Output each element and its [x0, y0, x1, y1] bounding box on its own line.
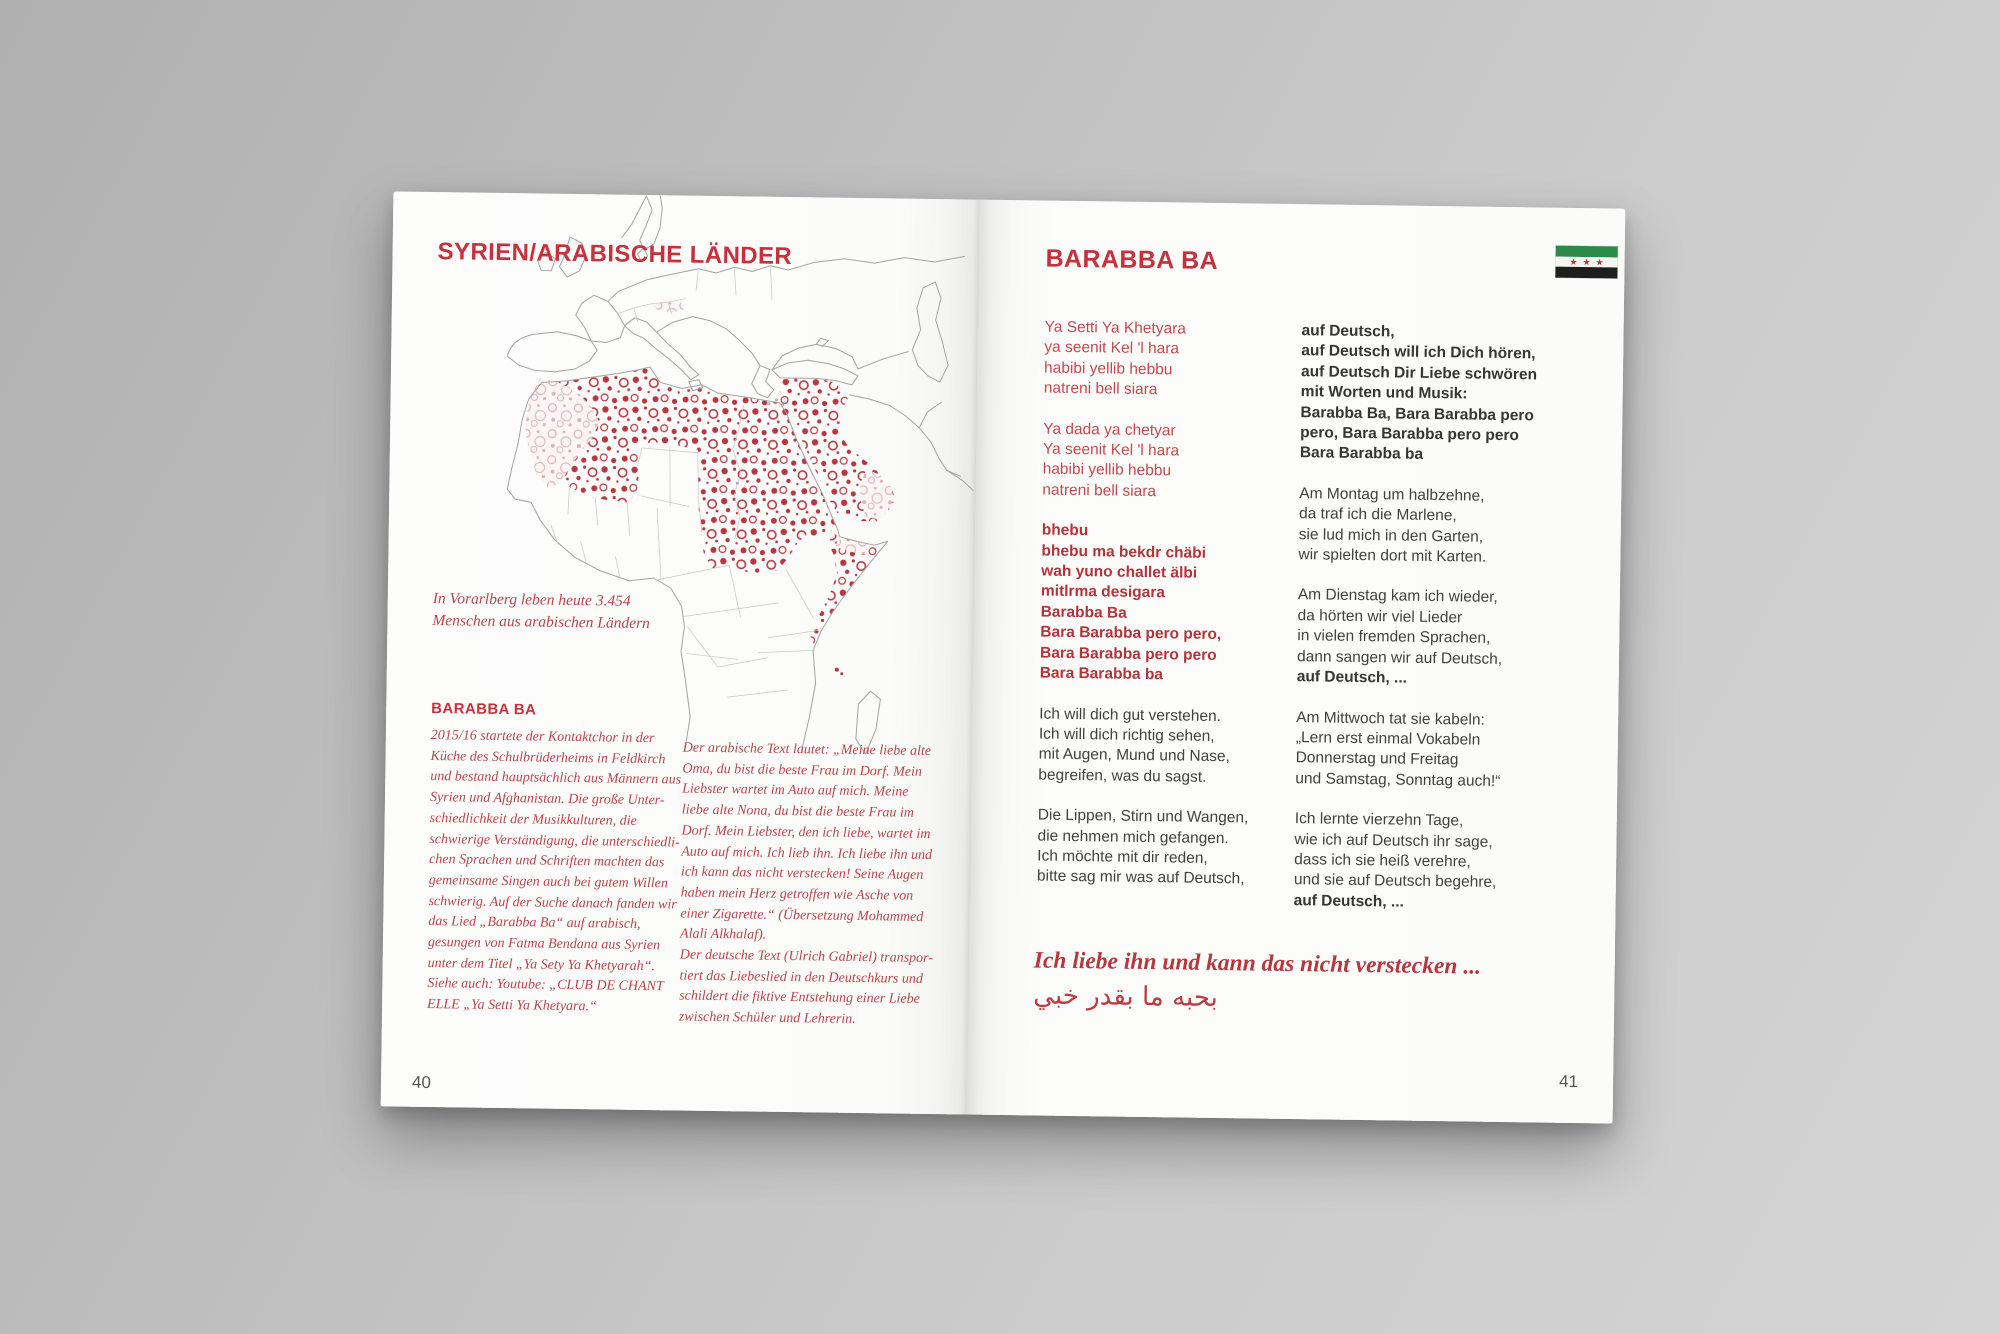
lyrics-stanza: Die Lippen, Stirn und Wangen, die nehmen mich gefangen. Ich möchte mit dir reden, bitte sag mir was auf Deutsch,	[1036, 806, 1249, 888]
lyrics-stanza: Am Mittwoch tat sie kabeln: „Lern erst einmal Vokabeln Donnerstag und Freitag und Samstag, Sonntag auch!“	[1295, 708, 1501, 790]
lyrics-stanza: auf Deutsch, ...	[1293, 891, 1404, 911]
page-title-right: BARABBA BA	[1045, 244, 1219, 275]
left-page-text-columns	[427, 700, 943, 1032]
column1-text: 2015/16 startete der Kontaktchor in der Küche des Schulbrüderheims in Feldkirch und bestand hauptsächlich aus Männern aus Syrien und Afghanistan. Die große Unter- schiedlichkeit der Musikkulturen, die schwierige Verständigung, die unterschiedli- chen Sprachen und Schriften machten das gemeinsame Singen auch bei gutem Willen schwierig. Auf der Suche danach fanden wir das Lied „Barabba Ba“ auf arabisch, gesungen von Fatma Bendana aus Syrien unter dem Titel „Ya Sety Ya Khetyarah“. Siehe auch: Youtube: „CLUB DE CHANT ELLE „Ya Setti Ya Khetyara.“	[426, 728, 682, 1015]
page-right	[967, 200, 1626, 1124]
lyrics-stanza: bhebu bhebu ma bekdr chäbi wah yuno challet älbi mitlrma desigara Barabba Ba Bara Barabba pero pero, Bara Barabba pero pero Bara Barabba ba	[1039, 521, 1222, 684]
book-spread	[381, 191, 1626, 1123]
lyrics-stanza: Ich lernte vierzehn Tage, wie ich auf Deutsch ihr sage, dass ich sie heiß verehre, und sie auf Deutsch begehre,	[1293, 810, 1497, 892]
page-number-left: 40	[411, 1072, 432, 1093]
lyrics-stanza: auf Deutsch, ...	[1296, 668, 1408, 687]
page-left	[381, 191, 980, 1114]
section-heading: BARABBA BA	[431, 700, 537, 719]
arab-world-map	[386, 191, 980, 764]
lyrics-stanza: Ya dada ya chetyar Ya seenit Kel 'l hara habibi yellib hebbu natreni bell siara	[1042, 420, 1180, 500]
page-number-right: 41	[1559, 1071, 1579, 1092]
flag-stars: ★★★	[1569, 256, 1609, 267]
lyrics-stanza: auf Deutsch, auf Deutsch will ich Dich hören, auf Deutsch Dir Liebe schwören mit Worten und Musik: Barabba Ba, Bara Barabba pero pero, Bara Barabba pero pero Bara Barabba ba	[1299, 322, 1538, 464]
flag-black-band	[1555, 267, 1617, 279]
lyrics-columns	[1036, 318, 1581, 936]
map-caption: In Vorarlberg leben heute 3.454 Menschen aus arabischen Ländern	[432, 590, 650, 633]
lyrics-stanza: Am Montag um halbzehne, da traf ich die Marlene, sie lud mich in den Garten, wir spielten dort mit Karten.	[1298, 484, 1487, 566]
syria-opposition-flag-icon	[1555, 246, 1617, 279]
page-title-left: SYRIEN/ARABISCHE LÄNDER	[437, 238, 793, 271]
flag-green-band	[1556, 246, 1618, 258]
lyrics-column-1	[1036, 318, 1301, 932]
lyrics-stanza: Ya Setti Ya Khetyara ya seenit Kel 'l hara habibi yellib hebbu natreni bell siara	[1043, 318, 1187, 399]
flag-white-band	[1556, 256, 1618, 268]
left-column-2	[679, 739, 943, 1032]
lyrics-column-2	[1293, 321, 1581, 935]
lyrics-stanza: Ich will dich gut verstehen. Ich will dich richtig sehen, mit Augen, Mund und Nase, begreifen, was du sagst.	[1038, 705, 1231, 786]
column2-text: Der arabische Text lautet: „Meine liebe alte Oma, du bist die beste Frau im Dorf. Mein Liebster wartet im Auto auf mich. Meine liebe alte Nona, du bist die beste Frau im Dorf. Mein Liebster, den ich liebe, wartet im Auto auf mich. Ich lieb ihn. Ich liebe ihn und ich kann das nicht verstecken! Seine Augen haben mein Herz getroffen wie Asche von einer Zigarette.“ (Übersetzung Mohammed Alali Alkhalaf). Der deutsche Text (Ulrich Gabriel) transpor- tiert das Liebeslied in den Deutschkurs und schildert die fiktive Entstehung einer Liebe zwischen Schüler und Lehrerin.	[678, 740, 934, 1028]
left-column-1	[427, 700, 684, 1028]
pull-quote: Ich liebe ihn und kann das nicht verstecken ...	[1033, 947, 1482, 980]
lyrics-stanza: Am Dienstag kam ich wieder, da hörten wir viel Lieder in vielen fremden Sprachen, dann sangen wir auf Deutsch,	[1296, 586, 1503, 668]
arabic-quote: بحبه ما بقدر خبي	[1033, 980, 1219, 1014]
